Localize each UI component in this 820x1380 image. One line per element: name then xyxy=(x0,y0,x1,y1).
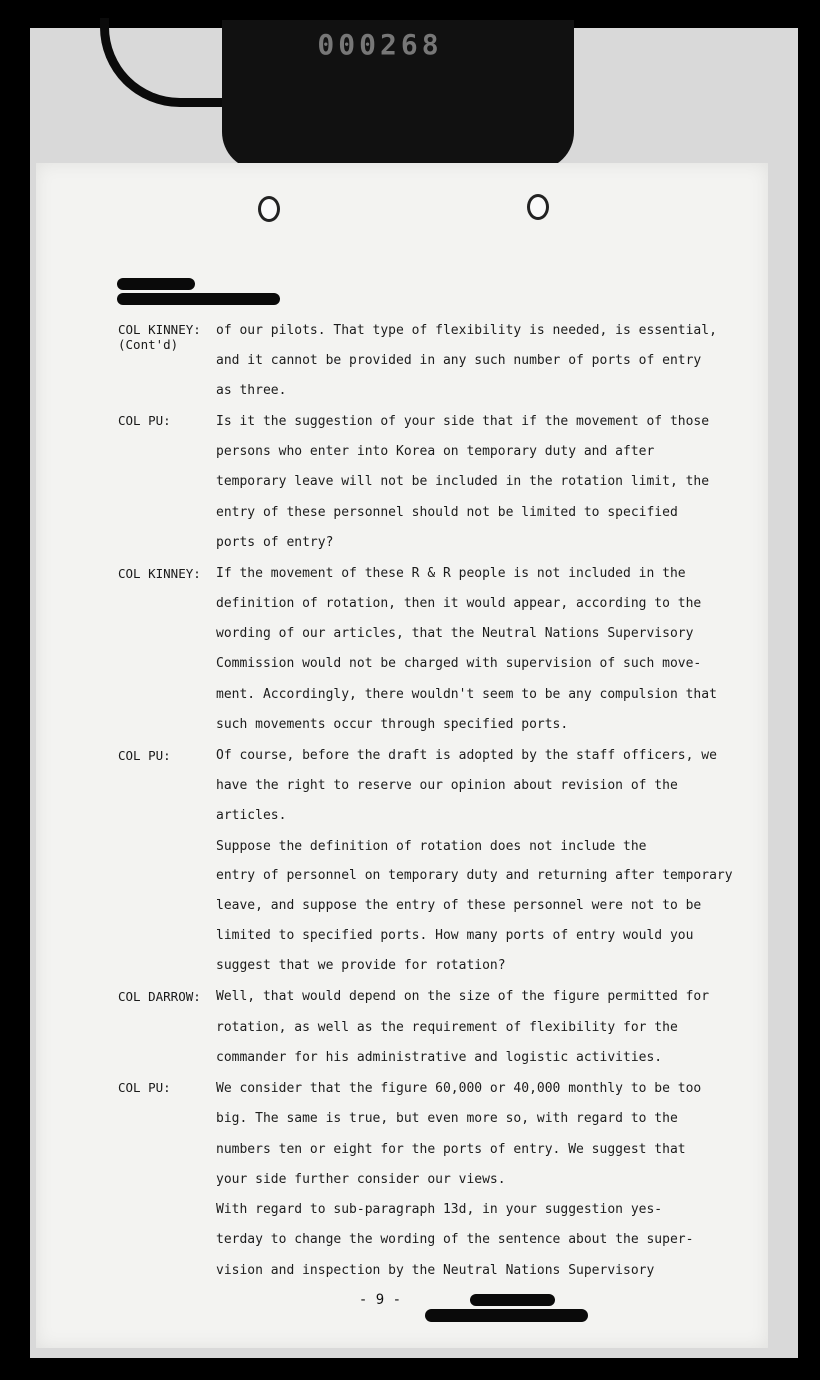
text-line: Of course, before the draft is adopted by the staff officers, we xyxy=(216,748,717,763)
page-number: - 9 - xyxy=(358,1292,402,1308)
text-line: articles. xyxy=(216,808,287,823)
punch-hole-left xyxy=(258,196,280,222)
text-line: Suppose the definition of rotation does not include the xyxy=(216,839,647,854)
text-line: Is it the suggestion of your side that if the movement of those xyxy=(216,414,710,429)
text-line: limited to specified ports. How many ports of entry would you xyxy=(216,928,694,943)
text-line: rotation, as well as the requirement of flexibility for the xyxy=(216,1020,678,1035)
text-line: definition of rotation, then it would appear, according to the xyxy=(216,596,702,611)
text-line: leave, and suppose the entry of these personnel were not to be xyxy=(216,898,702,913)
text-line: have the right to reserve our opinion about revision of the xyxy=(216,778,678,793)
text-line: ment. Accordingly, there wouldn't seem to be any compulsion that xyxy=(216,687,717,702)
redaction-header-bottom xyxy=(117,293,280,305)
text-line: of our pilots. That type of flexibility is needed, is essential, xyxy=(216,323,717,338)
text-line: your side further consider our views. xyxy=(216,1172,506,1187)
speaker-label: COL PU: xyxy=(118,748,171,763)
speaker-label: COL DARROW: xyxy=(118,989,201,1004)
text-line: as three. xyxy=(216,383,287,398)
text-line: persons who enter into Korea on temporary duty and after xyxy=(216,444,655,459)
text-line: We consider that the figure 60,000 or 40,000 monthly to be too xyxy=(216,1081,702,1096)
text-line: suggest that we provide for rotation? xyxy=(216,958,506,973)
redaction-footer-bottom xyxy=(425,1309,588,1322)
speaker-label: COL PU: xyxy=(118,1080,171,1095)
punch-hole-right xyxy=(527,194,549,220)
text-line: Commission would not be charged with supervision of such move- xyxy=(216,656,702,671)
redaction-footer-top xyxy=(470,1294,555,1306)
text-line: numbers ten or eight for the ports of entry. We suggest that xyxy=(216,1142,686,1157)
text-line: wording of our articles, that the Neutral Nations Supervisory xyxy=(216,626,694,641)
redaction-header-top xyxy=(117,278,195,290)
text-line: With regard to sub-paragraph 13d, in your suggestion yes- xyxy=(216,1202,663,1217)
text-line: big. The same is true, but even more so, with regard to the xyxy=(216,1111,678,1126)
text-line: temporary leave will not be included in the rotation limit, the xyxy=(216,474,710,489)
speaker-label: COL KINNEY: (Cont'd) xyxy=(118,322,201,352)
speaker-label: COL PU: xyxy=(118,413,171,428)
text-line: and it cannot be provided in any such number of ports of entry xyxy=(216,353,702,368)
text-line: terday to change the wording of the sentence about the super- xyxy=(216,1232,694,1247)
text-line: such movements occur through specified ports. xyxy=(216,717,569,732)
text-line: Well, that would depend on the size of the figure permitted for xyxy=(216,989,710,1004)
speaker-label: COL KINNEY: xyxy=(118,566,201,581)
frame-counter: 000268 xyxy=(317,28,443,61)
text-line: commander for his administrative and logistic activities. xyxy=(216,1050,663,1065)
text-line: entry of these personnel should not be limited to specified xyxy=(216,505,678,520)
text-line: ports of entry? xyxy=(216,535,334,550)
text-line: vision and inspection by the Neutral Nations Supervisory xyxy=(216,1263,655,1278)
text-line: If the movement of these R & R people is not included in the xyxy=(216,566,686,581)
text-line: entry of personnel on temporary duty and returning after temporary xyxy=(216,868,733,883)
